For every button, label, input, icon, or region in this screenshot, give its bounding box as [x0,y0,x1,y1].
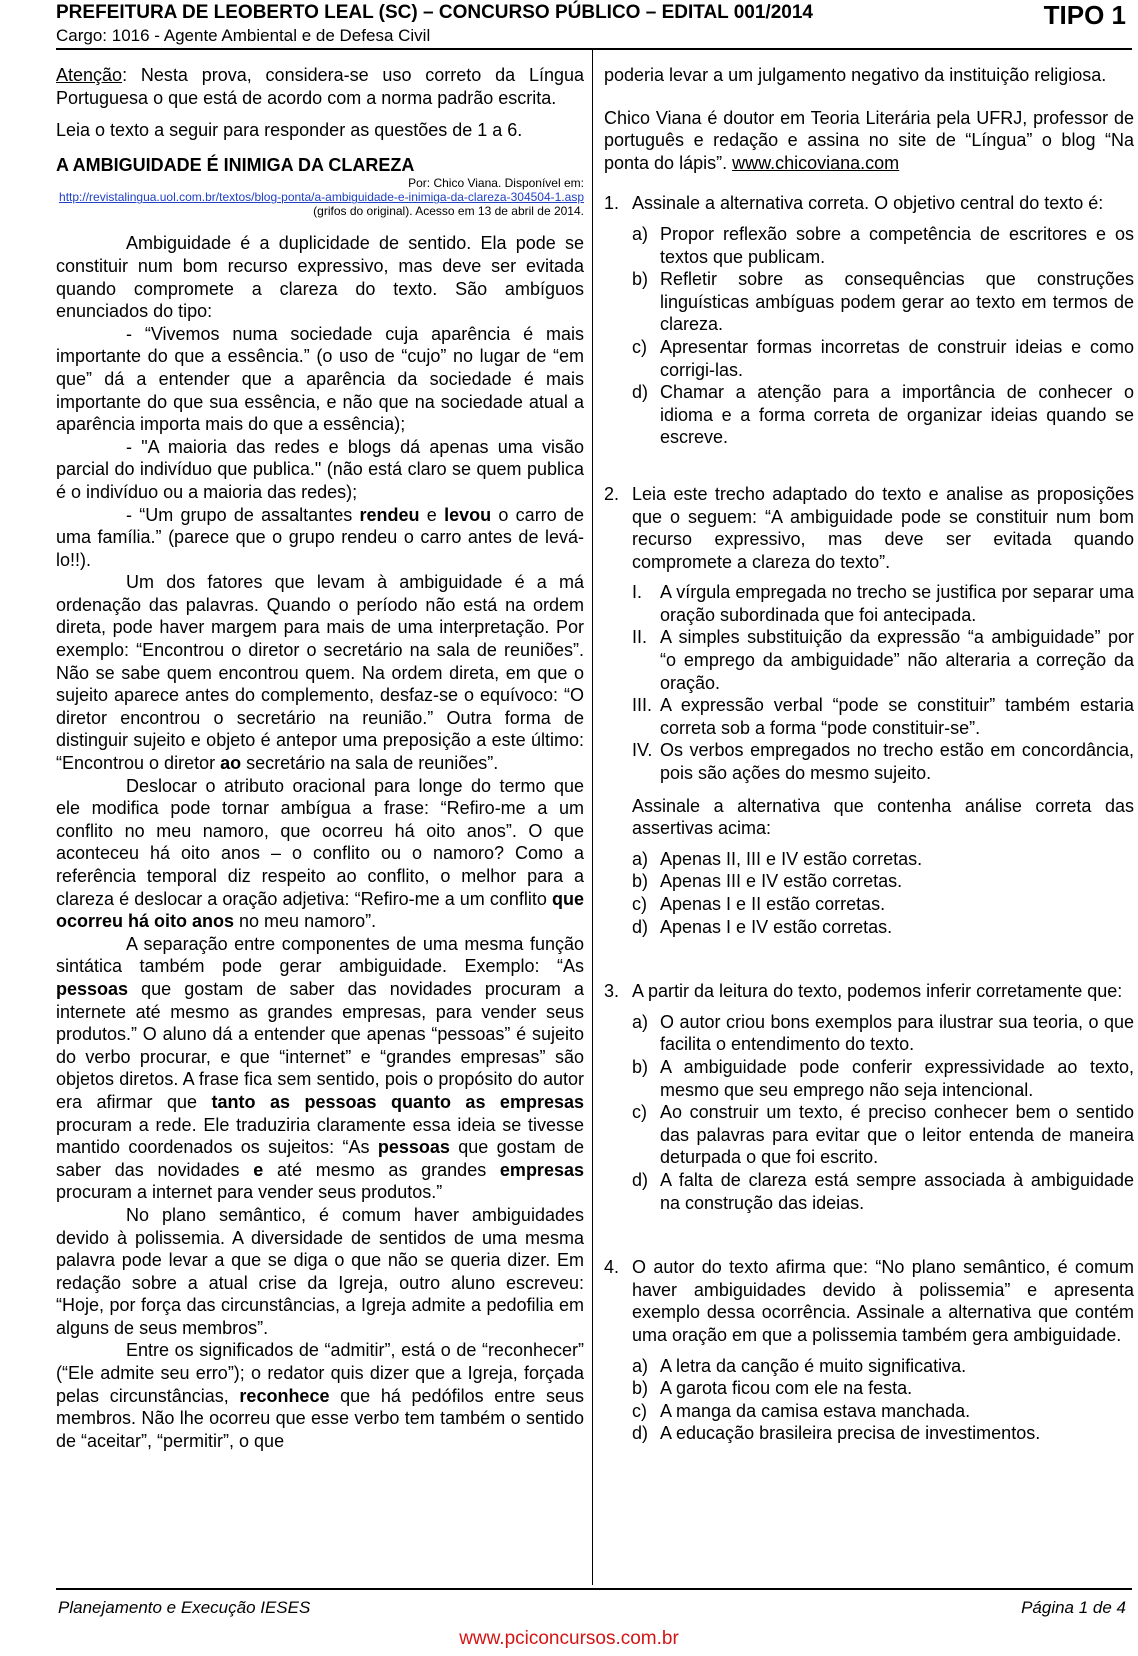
option-b[interactable]: b) A garota ficou com ele na festa. [632,1378,913,1399]
option-d[interactable]: d) A falta de clareza está sempre associada à ambiguidade na construção das ideias. [632,1169,1134,1213]
author-link[interactable]: www.chicoviana.com [732,152,900,173]
page-number: Página 1 de 4 [1021,1598,1126,1617]
question-4: 4. O autor do texto afirma que: “No plano semântico, é comum haver ambiguidades devido à polissemia” e apresenta exemplo dessa ocorrência. Assinale a alternativa que contém uma oração em que a polissemia também gera ambiguidade. a) A letra da canção é muito significativa. b) A garota ficou com ele na festa. c) A manga da camisa estava manchada. d) A educação brasileira precisa de investimentos. [604,1257,1134,1444]
paragraph: - "A maioria das redes e blogs dá apenas uma visão parcial do indivíduo que publica." (não está claro se quem publica é o indivíduo ou a maioria das redes); [56,436,584,502]
left-column [56,64,584,1452]
exam-type: TIPO 1 [1043,0,1126,30]
page-header [56,0,1132,50]
site-watermark: www.pciconcursos.com.br [459,1628,679,1649]
option-c[interactable]: c) Ao construir um texto, é preciso conhecer bem o sentido das palavras para evitar que o leitor entenda de maneira deturpada o que foi escrito. [632,1102,1134,1168]
paragraph: poderia levar a um julgamento negativo da instituição religiosa. [604,65,1107,85]
exam-title: PREFEITURA DE LEOBERTO LEAL (SC) – CONCURSO PÚBLICO – EDITAL 001/2014 [56,2,813,23]
text-source: Por: Chico Viana. Disponível em: http://revistalingua.uol.com.br/textos/blog-ponta/a-ambiguidade-e-inimiga-da-clareza-304504-1.asp (grifos do original). Acesso em 13 de abril de 2014. [59,176,584,219]
right-column [604,64,1134,1445]
question-2: 2. Leia este trecho adaptado do texto e analise as proposições que o seguem: “A ambiguidade pode se constituir num bom recurso expressivo, mas deve ser evitada quando compromete a clareza do texto”. I. A vírgula empregada no trecho se justifica por separar uma oração subordinada que foi antecipada. II. A simples substituição da expressão “a ambiguidade” por “o emprego da ambiguidade” não alteraria a correção da oração. III. A expressão verbal “pode se constituir” também estaria correta sob a forma “pode constituir-se”. IV. Os verbos empregados no trecho estão em concordância, pois são ações do mesmo sujeito. Assinale a alternativa que contenha análise correta das assertivas acima: a) Apenas II, III e IV estão corretas. b) Apenas III e IV estão corretas. c) Apenas I e II estão corretas. d) Apenas I e IV estão corretas. [604,483,1134,937]
question-1: 1. Assinale a alternativa correta. O objetivo central do texto é: a) Propor reflexão sobre a competência de escritores e os textos que publicam. b) Refletir sobre as consequências que construções linguísticas ambíguas podem gerar ao texto em termos de clareza. c) Apresentar formas incorretas de construir ideias e como corrigi-las. d) Chamar a atenção para a importância de conhecer o idioma e a forma correta de organizar ideias quando se escreve. [604,193,1134,448]
column-divider [592,50,593,1585]
option-c[interactable]: c) Apresentar formas incorretas de construir ideias e como corrigi-las. [632,336,1134,380]
paragraph: - “Um grupo de assaltantes rendeu e levou o carro de uma família.” (parece que o grupo rendeu o carro antes de levá-lo!!). [56,504,584,570]
option-d[interactable]: d) A educação brasileira precisa de investimentos. [632,1423,1041,1444]
paragraph: Um dos fatores que levam à ambiguidade é a má ordenação das palavras. Quando o período não está na ordem direta, pode haver margem para mais de uma interpretação. Por exemplo: “Encontrou o diretor o secretário na sala de reuniões”. Não se sabe quem encontrou quem. Na ordem direta, em que o sujeito aparece antes do complemento, desfaz-se o equívoco: “O diretor encontrou o secretário na reunião.” Outra forma de distinguir sujeito e objeto é antepor uma preposição a este último: “Encontrou o diretor ao secretário na sala de reuniões”. [56,572,584,774]
assertion-3: III. A expressão verbal “pode se constituir” também estaria correta sob a forma “pode constituir-se”. [632,695,1134,738]
option-d[interactable]: d) Chamar a atenção para a importância de conhecer o idioma e a forma correta de organizar ideias quando se escreve. [632,382,1134,448]
paragraph: Deslocar o atributo oracional para longe do termo que ele modifica pode tornar ambígua a frase: “Refiro-me a um conflito no meu namoro, que ocorreu há oito anos”. O que aconteceu há oito anos – o conflito ou o namoro? Como a referência temporal diz respeito ao conflito, o melhor para a clareza é deslocar a oração adjetiva: “Refiro-me a um conflito que ocorreu há oito anos no meu namoro”. [56,775,584,932]
option-c[interactable]: c) Apenas I e II estão corretas. [632,894,886,914]
text-title: A AMBIGUIDADE É INIMIGA DA CLAREZA [56,154,415,175]
assertion-2: II. A simples substituição da expressão “a ambiguidade” por “o emprego da ambiguidade” não alteraria a correção da oração. [632,627,1134,693]
paragraph: A separação entre componentes de uma mesma função sintática também pode gerar ambiguidade. Exemplo: “As pessoas que gostam de saber das novidades procuram a internete até mesmo as grandes empresas, para vender seus produtos.” O aluno dá a entender que apenas “pessoas” é sujeito do verbo procurar, e que “internet” e “grandes empresas” são objetos diretos. A frase fica sem sentido, pois o propósito do autor era afirmar que tanto as pessoas quanto as empresas procuram a rede. Ele traduziria claramente essa ideia se tivesse mantido coordenados os sujeitos: “As pessoas que gostam de saber das novidades e até mesmo as grandes empresas procuram a internet para vender seus produtos.” [56,933,584,1203]
paragraph: Entre os significados de “admitir”, está o de “reconhecer” (“Ele admite seu erro”); o redator quis dizer que a Igreja, forçada pelas circunstâncias, reconhece que há pedófilos entre seus membros. Não lhe ocorreu que esse verbo tem também o sentido de “aceitar”, “permitir”, o que [56,1340,584,1451]
paragraph: - “Vivemos numa sociedade cuja aparência é mais importante do que a essência.” (o uso de “cujo” no lugar de “em que” dá a entender que a aparência da sociedade é mais importante do que sua essência, e não que na sociedade atual a aparência importa mais do que a essência); [56,323,584,435]
author-bio: Chico Viana é doutor em Teoria Literária pela UFRJ, professor de português e redação e assina no site de “Língua” o blog “Na ponta do lápis”. www.chicoviana.com [604,107,1134,173]
question-3: 3. A partir da leitura do texto, podemos inferir corretamente que: a) O autor criou bons exemplos para ilustrar sua teoria, o que facilita o entendimento do texto. b) A ambiguidade pode conferir expressividade ao texto, mesmo que seu emprego não seja intencional. c) Ao construir um texto, é preciso conhecer bem o sentido das palavras para evitar que o leitor entenda de maneira deturpada o que foi escrito. d) A falta de clareza está sempre associada à ambiguidade na construção das ideias. [604,981,1134,1213]
option-b[interactable]: b) A ambiguidade pode conferir expressividade ao texto, mesmo que seu emprego não seja intencional. [632,1056,1134,1100]
footer-organizer: Planejamento e Execução IESES [58,1598,311,1617]
page-footer [56,1588,1132,1617]
option-b[interactable]: b) Apenas III e IV estão corretas. [632,871,903,892]
attention-note: Atenção: Nesta prova, considera-se uso correto da Língua Portuguesa o que está de acordo com a norma padrão escrita. [56,65,584,108]
paragraph: Ambiguidade é a duplicidade de sentido. Ela pode se constituir num bom recurso expressivo, mas deve ser evitada quando compromete a clareza do texto. São ambíguos enunciados do tipo: [56,233,584,322]
paragraph: No plano semântico, é comum haver ambiguidades devido à polissemia. A diversidade de sentidos de uma mesma palavra pode levar a que se diga o que não se queria dizer. Em redação sobre a atual crise da Igreja, outro aluno escreveu: “Hoje, por força das circunstâncias, a Igreja admite a pedofilia em alguns de seus membros”. [56,1204,584,1338]
option-a[interactable]: a) Propor reflexão sobre a competência de escritores e os textos que publicam. [632,223,1134,267]
option-a[interactable]: a) Apenas II, III e IV estão corretas. [632,848,923,869]
reading-instruction: Leia o texto a seguir para responder as questões de 1 a 6. [56,120,523,141]
source-link[interactable]: http://revistalingua.uol.com.br/textos/blog-ponta/a-ambiguidade-e-inimiga-da-clareza-304504-1.asp [59,190,584,205]
option-c[interactable]: c) A manga da camisa estava manchada. [632,1400,971,1421]
option-a[interactable]: a) A letra da canção é muito significativa. [632,1355,967,1376]
option-b[interactable]: b) Refletir sobre as consequências que construções linguísticas ambíguas podem gerar ao texto em termos de clareza. [632,269,1134,335]
exam-subtitle: Cargo: 1016 - Agente Ambiental e de Defesa Civil [56,26,431,45]
option-a[interactable]: a) O autor criou bons exemplos para ilustrar sua teoria, o que facilita o entendimento do texto. [632,1011,1134,1055]
assertion-4: IV. Os verbos empregados no trecho estão em concordância, pois são ações do mesmo sujeito. [632,740,1134,784]
option-d[interactable]: d) Apenas I e IV estão corretas. [632,916,893,937]
assertion-1: I. A vírgula empregada no trecho se justifica por separar uma oração subordinada que foi antecipada. [632,582,1134,625]
